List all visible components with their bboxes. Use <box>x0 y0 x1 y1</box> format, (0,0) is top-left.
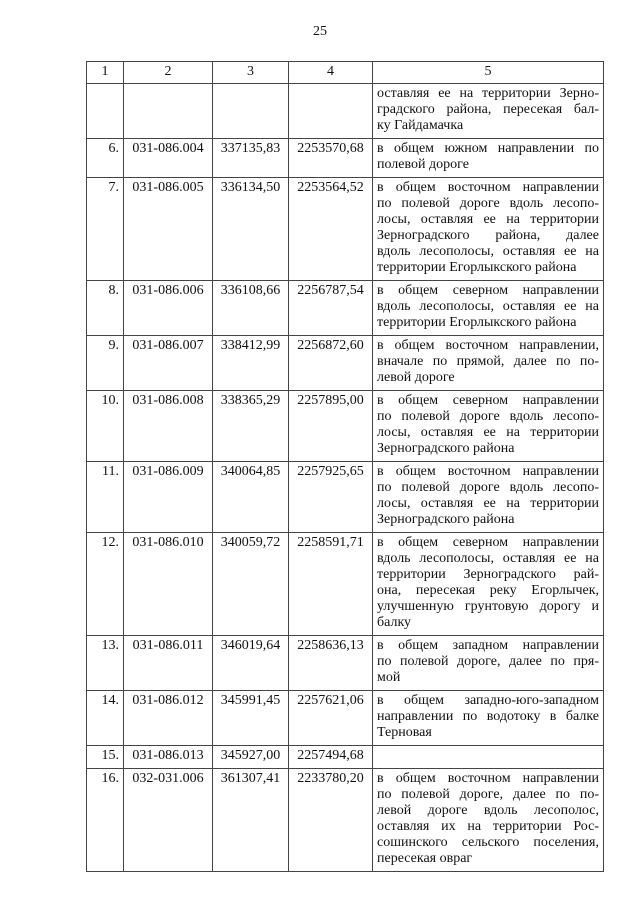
table-row <box>87 178 604 281</box>
description-line: левой дороге вдоль лесополос, <box>377 803 599 818</box>
header-cell-1: 1 <box>87 62 124 84</box>
table-row <box>87 533 604 636</box>
y-coordinate-cell: 2256787,54 <box>289 281 373 336</box>
boundary-description-cell <box>373 84 604 139</box>
x-coordinate-cell: 361307,41 <box>213 769 289 872</box>
description-line: вначале по прямой, далее по по- <box>377 354 599 369</box>
description-line: в общем северном направлении <box>377 283 599 298</box>
table-row <box>87 139 604 178</box>
description-line: по полевой дороге вдоль лесопо- <box>377 480 599 495</box>
description-line: в общем восточном направлении <box>377 771 599 786</box>
y-coordinate-cell: 2257895,00 <box>289 391 373 462</box>
description-line: территории Егорлыкского района <box>377 315 577 330</box>
description-line: балку <box>377 615 412 630</box>
description-line: Терновая <box>377 725 432 740</box>
point-code-cell: 031-086.008 <box>124 391 213 462</box>
point-number-cell: 8. <box>87 281 124 336</box>
x-coordinate-cell: 345991,45 <box>213 691 289 746</box>
y-coordinate-cell: 2253564,52 <box>289 178 373 281</box>
description-line: мой <box>377 670 401 685</box>
description-line: оставляя их на территории Рос- <box>377 819 599 834</box>
point-number-cell: 11. <box>87 462 124 533</box>
description-line: лосы, оставляя ее на территории <box>377 212 599 227</box>
point-code-cell: 031-086.005 <box>124 178 213 281</box>
description-line: в общем восточном направлении <box>377 180 599 195</box>
boundary-description-cell <box>373 533 604 636</box>
y-coordinate-cell: 2258636,13 <box>289 636 373 691</box>
x-coordinate-cell: 338365,29 <box>213 391 289 462</box>
x-coordinate-cell: 336134,50 <box>213 178 289 281</box>
description-line: по полевой дороге, далее по пря- <box>377 654 599 669</box>
boundary-points-table <box>86 61 604 872</box>
y-coordinate-cell: 2257925,65 <box>289 462 373 533</box>
description-line: в общем северном направлении <box>377 535 599 550</box>
point-number-cell: 15. <box>87 746 124 769</box>
description-line: вдоль лесополосы, оставляя ее на <box>377 244 599 259</box>
y-coordinate-cell: 2257621,06 <box>289 691 373 746</box>
point-code-cell: 031-086.007 <box>124 336 213 391</box>
description-line: Зерноградского района <box>377 512 515 527</box>
x-coordinate-cell: 336108,66 <box>213 281 289 336</box>
table-row <box>87 281 604 336</box>
point-code-cell: 031-086.006 <box>124 281 213 336</box>
page-number: 25 <box>313 24 327 39</box>
table-body <box>87 62 604 872</box>
description-line: в общем северном направлении <box>377 393 599 408</box>
x-coordinate-cell: 340059,72 <box>213 533 289 636</box>
description-line: пересекая овраг <box>377 851 473 866</box>
y-coordinate-cell: 2257494,68 <box>289 746 373 769</box>
table-row <box>87 336 604 391</box>
header-cell-2: 2 <box>124 62 213 84</box>
description-line: в общем восточном направлении <box>377 464 599 479</box>
description-line: по полевой дороге, далее по по- <box>377 787 599 802</box>
table-row <box>87 746 604 769</box>
point-number-cell <box>87 84 124 139</box>
x-coordinate-cell: 346019,64 <box>213 636 289 691</box>
table-row <box>87 391 604 462</box>
point-code-cell: 031-086.013 <box>124 746 213 769</box>
description-line: вдоль лесополосы, оставляя ее на <box>377 551 599 566</box>
boundary-description-cell <box>373 462 604 533</box>
point-code-cell: 031-086.004 <box>124 139 213 178</box>
point-code-cell: 031-086.012 <box>124 691 213 746</box>
x-coordinate-cell: 340064,85 <box>213 462 289 533</box>
description-line: по полевой дороге вдоль лесопо- <box>377 196 599 211</box>
boundary-description-cell <box>373 636 604 691</box>
point-number-cell: 7. <box>87 178 124 281</box>
x-coordinate-cell: 338412,99 <box>213 336 289 391</box>
description-line: Зерноградского района, далее <box>377 228 599 243</box>
y-coordinate-cell: 2258591,71 <box>289 533 373 636</box>
boundary-description-cell <box>373 691 604 746</box>
point-number-cell: 16. <box>87 769 124 872</box>
description-line: направлении по водотоку в балке <box>377 709 599 724</box>
description-line: в общем западно-юго-западном <box>377 693 599 708</box>
boundary-description-cell <box>373 139 604 178</box>
point-code-cell: 032-031.006 <box>124 769 213 872</box>
description-line: сошинского сельского поселения, <box>377 835 599 850</box>
description-line: полевой дороге <box>377 157 469 172</box>
point-number-cell: 9. <box>87 336 124 391</box>
description-line: она, пересекая реку Егорлычек, <box>377 583 599 598</box>
y-coordinate-cell: 2256872,60 <box>289 336 373 391</box>
table-row <box>87 462 604 533</box>
table-row <box>87 691 604 746</box>
table-row <box>87 84 604 139</box>
header-cell-4: 4 <box>289 62 373 84</box>
description-line: лосы, оставляя ее на территории <box>377 425 599 440</box>
description-line: в общем западном направлении <box>377 638 599 653</box>
x-coordinate-cell: 345927,00 <box>213 746 289 769</box>
description-line: лосы, оставляя ее на территории <box>377 496 599 511</box>
point-number-cell: 6. <box>87 139 124 178</box>
point-number-cell: 10. <box>87 391 124 462</box>
point-code-cell: 031-086.011 <box>124 636 213 691</box>
point-code-cell <box>124 84 213 139</box>
description-line: по полевой дороге вдоль лесопо- <box>377 409 599 424</box>
table-row <box>87 769 604 872</box>
description-line: в общем южном направлении по <box>377 141 599 156</box>
description-line: Зерноградского района <box>377 441 515 456</box>
description-line: территории Зерноградского рай- <box>377 567 599 582</box>
y-coordinate-cell <box>289 84 373 139</box>
description-line: территории Егорлыкского района <box>377 260 577 275</box>
x-coordinate-cell <box>213 84 289 139</box>
table-row <box>87 636 604 691</box>
header-cell-3: 3 <box>213 62 289 84</box>
boundary-description-cell <box>373 281 604 336</box>
description-line: вдоль лесополосы, оставляя ее на <box>377 299 599 314</box>
point-number-cell: 12. <box>87 533 124 636</box>
boundary-description-cell <box>373 746 604 769</box>
description-line: левой дороге <box>377 370 455 385</box>
description-line: оставляя ее на территории Зерно- <box>377 86 599 101</box>
x-coordinate-cell: 337135,83 <box>213 139 289 178</box>
header-cell-5: 5 <box>373 62 604 84</box>
y-coordinate-cell: 2233780,20 <box>289 769 373 872</box>
description-line: в общем восточном направлении, <box>377 338 599 353</box>
point-code-cell: 031-086.010 <box>124 533 213 636</box>
point-number-cell: 14. <box>87 691 124 746</box>
boundary-description-cell <box>373 178 604 281</box>
description-line: ку Гайдамачка <box>377 118 464 133</box>
boundary-description-cell <box>373 769 604 872</box>
description-line: градского района, пересекая бал- <box>377 102 599 117</box>
point-number-cell: 13. <box>87 636 124 691</box>
point-code-cell: 031-086.009 <box>124 462 213 533</box>
y-coordinate-cell: 2253570,68 <box>289 139 373 178</box>
boundary-description-cell <box>373 336 604 391</box>
table-header-row <box>87 62 604 84</box>
boundary-description-cell <box>373 391 604 462</box>
description-line: улучшенную грунтовую дорогу и <box>377 599 599 614</box>
